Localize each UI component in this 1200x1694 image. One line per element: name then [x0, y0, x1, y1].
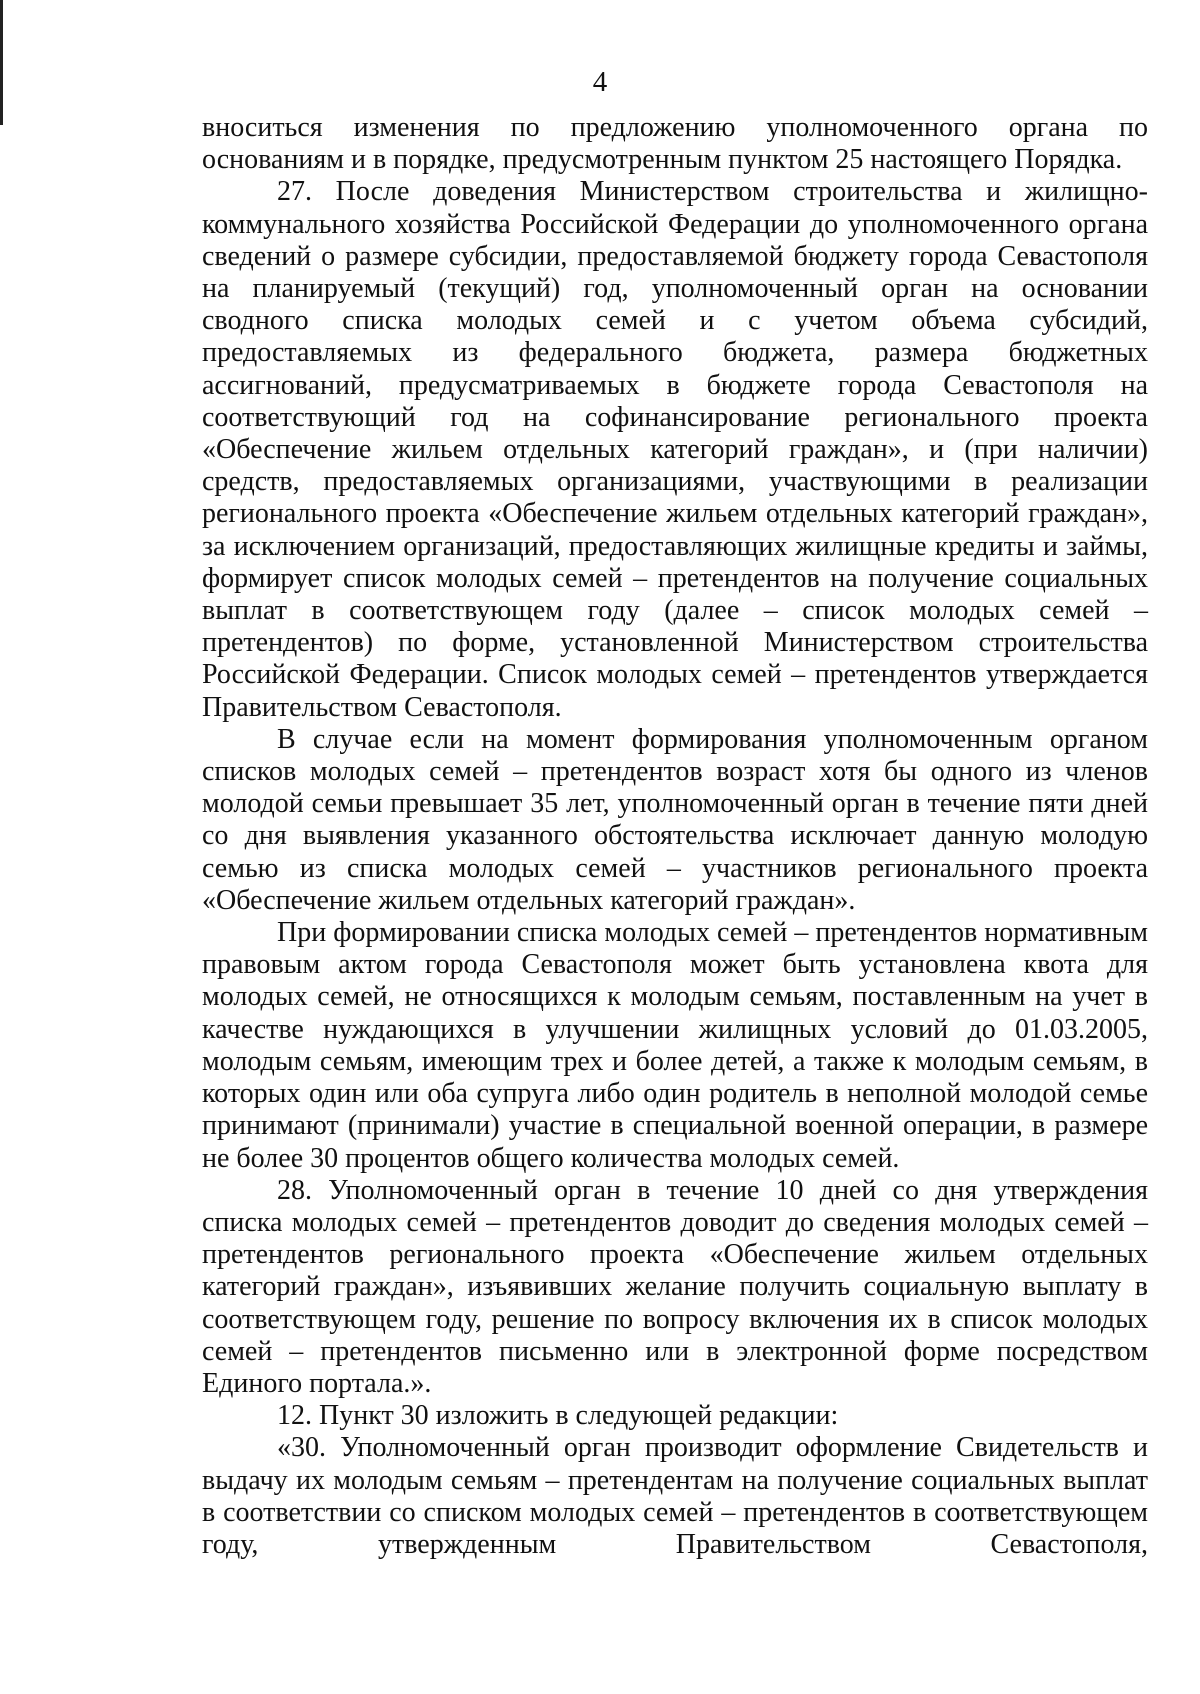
scan-edge-mark — [0, 0, 3, 125]
paragraph-age-exclusion: В случае если на момент формирования уполномоченным органом списков молодых семей – претендентов возраст хотя бы одного из членов молодой семьи превышает 35 лет, уполномоченный орган в течение пяти дней со дня выявления указанного обстоятельства исключает данную молодую семью из списка молодых семей – участников регионального проекта «Обеспечение жильем отдельных категорий граждан». — [202, 723, 1148, 916]
document-body — [202, 112, 1148, 1561]
paragraph-continuation: вноситься изменения по предложению уполномоченного органа по основаниям и в порядке, предусмотренным пунктом 25 настоящего Порядка. — [202, 112, 1148, 176]
paragraph-amendment-12: 12. Пункт 30 изложить в следующей редакции: — [277, 1400, 839, 1432]
paragraph-item-30: «30. Уполномоченный орган производит оформление Свидетельств и выдачу их молодым семьям – претендентам на получение социальных выплат в соответствии со списком молодых семей – претендентов в соответствующем году, утвержденным Правительством Севастополя, — [202, 1432, 1148, 1560]
page-number: 4 — [592, 66, 608, 98]
paragraph-item-27: 27. После доведения Министерством строительства и жилищно-коммунального хозяйства Российской Федерации до уполномоченного органа сведений о размере субсидии, предоставляемой бюджету города Севастополя на планируемый (текущий) год, уполномоченный орган на основании сводного списка молодых семей и с учетом объема субсидий, предоставляемых из федерального бюджета, размера бюджетных ассигнований, предусматриваемых в бюджете города Севастополя на соответствующий год на софинансирование регионального проекта «Обеспечение жильем отдельных категорий граждан», и (при наличии) средств, предоставляемых организациями, участвующими в реализации регионального проекта «Обеспечение жильем отдельных категорий граждан», за исключением организаций, предоставляющих жилищные кредиты и займы, формирует список молодых семей – претендентов на получение социальных выплат в соответствующем году (далее – список молодых семей – претендентов) по форме, установленной Министерством строительства Российской Федерации. Список молодых семей – претендентов утверждается Правительством Севастополя. — [202, 176, 1148, 723]
paragraph-quota: При формировании списка молодых семей – претендентов нормативным правовым актом города Севастополя может быть установлена квота для молодых семей, не относящихся к молодым семьям, поставленным на учет в качестве нуждающихся в улучшении жилищных условий до 01.03.2005, молодым семьям, имеющим трех и более детей, а также к молодым семьям, в которых один или оба супруга либо один родитель в неполной молодой семье принимают (принимали) участие в специальной военной операции, в размере не более 30 процентов общего количества молодых семей. — [202, 917, 1148, 1174]
paragraph-item-28: 28. Уполномоченный орган в течение 10 дней со дня утверждения списка молодых семей – претендентов доводит до сведения молодых семей – претендентов регионального проекта «Обеспечение жильем отдельных категорий граждан», изъявивших желание получить социальную выплату в соответствующем году, решение по вопросу включения их в список молодых семей – претендентов письменно или в электронной форме посредством Единого портала.». — [202, 1174, 1148, 1399]
